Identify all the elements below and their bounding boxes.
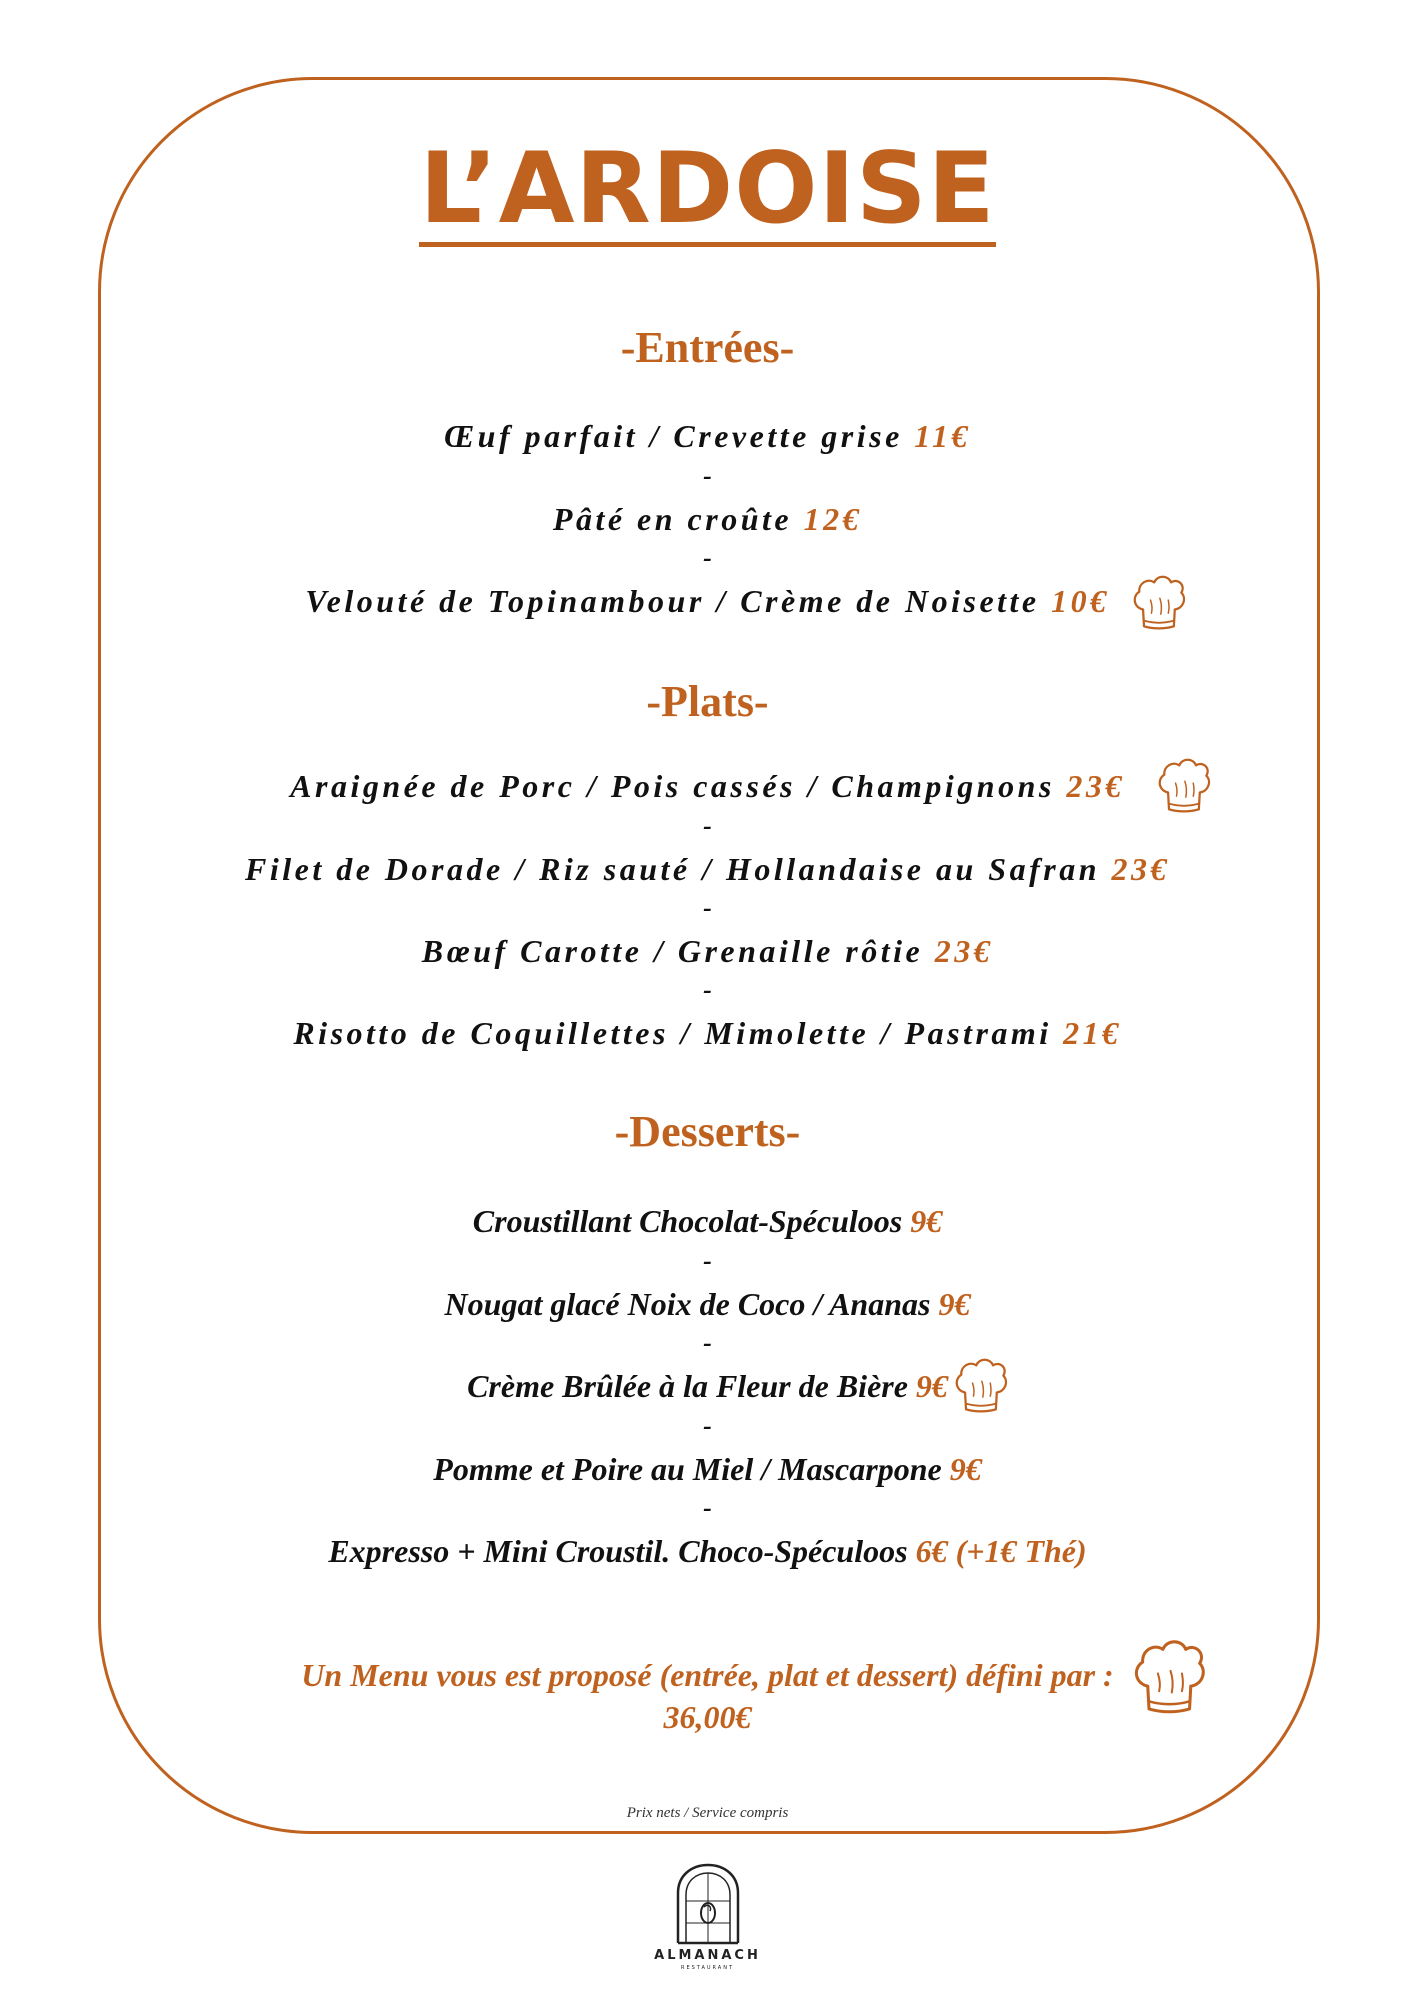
section-heading-plats: -Plats-: [646, 677, 769, 726]
item-name: Risotto de Coquillettes / Mimolette / Pastrami: [293, 1015, 1052, 1051]
item-name: Crème Brûlée à la Fleur de Bière: [467, 1368, 908, 1404]
item-price: 11€: [914, 418, 972, 454]
menu-item: [0, 1453, 1415, 1485]
item-name: Bœuf Carotte / Grenaille rôtie: [421, 933, 924, 969]
item-price: 10€: [1051, 583, 1110, 619]
page-title: L’ARDOISE: [419, 132, 996, 246]
item-name: Croustillant Chocolat-Spéculoos: [472, 1203, 903, 1239]
menu-item: [0, 1205, 1415, 1237]
separator: -: [703, 1328, 712, 1357]
menu-item: [0, 585, 1415, 617]
separator: -: [703, 893, 712, 922]
separator: -: [703, 811, 712, 840]
separator: -: [703, 1493, 712, 1522]
item-price: 12€: [803, 501, 863, 537]
menu-offer-price: 36,00€: [663, 1698, 752, 1735]
item-name: Œuf parfait / Crevette grise: [443, 418, 903, 454]
item-price: 9€: [949, 1451, 982, 1487]
item-name: Expresso + Mini Croustil. Choco-Spéculoos: [328, 1533, 908, 1569]
menu-item: [0, 1370, 1415, 1402]
item-price: 6€ (+1€ Thé): [915, 1533, 1087, 1569]
menu-item: [0, 503, 1415, 535]
item-price: 23€: [1111, 851, 1170, 887]
menu-item: [0, 935, 1415, 967]
item-price: 21€: [1063, 1015, 1122, 1051]
item-price: 9€: [910, 1203, 943, 1239]
menu-offer-text: Un Menu vous est proposé (entrée, plat et dessert) défini par :: [301, 1657, 1114, 1693]
logo-name: ALMANACH: [654, 1948, 761, 1963]
item-price: 23€: [934, 933, 994, 969]
item-name: Araignée de Porc / Pois cassés / Champignons: [290, 768, 1055, 804]
separator: -: [703, 543, 712, 572]
item-name: Pomme et Poire au Miel / Mascarpone: [433, 1451, 942, 1487]
separator: -: [703, 1246, 712, 1275]
chef-hat-icon: [1130, 1635, 1206, 1717]
chef-hat-icon: [952, 1355, 1008, 1415]
chef-hat-icon: [1130, 572, 1186, 632]
item-name: Filet de Dorade / Riz sauté / Hollandaise au Safran: [244, 851, 1100, 887]
chef-hat-icon: [1155, 755, 1211, 815]
item-name: Nougat glacé Noix de Coco / Ananas: [444, 1286, 931, 1322]
menu-item: [0, 1535, 1415, 1567]
menu-item: [0, 853, 1415, 885]
item-price: 9€: [938, 1286, 971, 1322]
almanach-logo: [668, 1863, 748, 1945]
item-name: Velouté de Topinambour / Crème de Noisette: [305, 583, 1040, 619]
section-heading-desserts: -Desserts-: [614, 1107, 801, 1156]
item-price: 9€: [915, 1368, 948, 1404]
item-name: Pâté en croûte: [552, 501, 793, 537]
separator: -: [703, 975, 712, 1004]
logo-subtitle: RESTAURANT: [680, 1965, 735, 1971]
item-price: 23€: [1066, 768, 1125, 804]
menu-item: [0, 1288, 1415, 1320]
footnote: Prix nets / Service compris: [626, 1805, 789, 1821]
separator: -: [703, 1411, 712, 1440]
separator: -: [703, 461, 712, 490]
menu-item: [0, 1017, 1415, 1049]
section-heading-entrees: -Entrées-: [620, 323, 795, 372]
menu-item: [0, 420, 1415, 452]
